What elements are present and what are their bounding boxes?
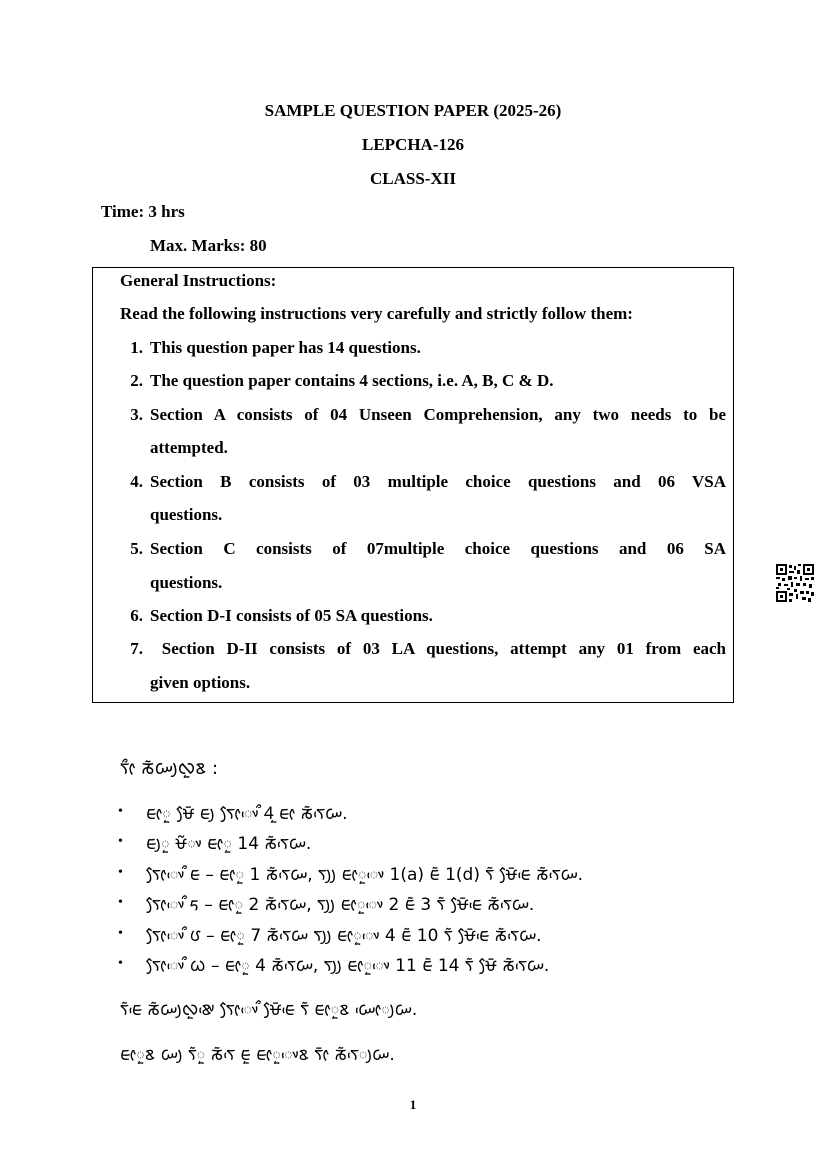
bullet-icon: • <box>118 926 123 941</box>
bullet-icon: • <box>118 865 123 880</box>
page-number: 1 <box>409 1097 417 1112</box>
bullet-icon: • <box>118 834 123 849</box>
instruction-number: 6. <box>130 606 143 625</box>
instruction-text: Section D-II consists of 03 LA questions, attempt any 01 from each <box>150 639 726 658</box>
instruction-text-continued: questions. <box>150 573 223 592</box>
instruction-number: 4. <box>130 472 143 491</box>
lepcha-instruction-item: ᰛᰧᰦᰤᰵᰰ ᰁ – ᰀᰦᰬ 2 ᰕᰶᰛᰵᰠ, ᰛᰪᰪ ᰀᰦᰬᰤᰵ 2 ᰀᰶ 3 ᰛᰶ ᰝᰧᰳᰀᰵ ᰕᰶᰛᰵᰠ. <box>146 895 535 915</box>
general-instructions-box <box>92 267 734 703</box>
lepcha-instruction-item: ᰛᰧᰦᰤᰵᰰ ᰃ – ᰀᰦᰬ 4 ᰕᰶᰛᰵᰠ, ᰛᰪᰪ ᰀᰦᰬᰤᰵ 11 ᰀᰶ 14 ᰛᰶ ᰝᰧᰳ ᰕᰶᰛᰵᰠ. <box>146 956 550 976</box>
bullet-icon: • <box>118 956 123 971</box>
lepcha-instruction-item: ᰛᰧᰦᰤᰵᰰ ᰂ – ᰀᰦᰬ 7 ᰕᰶᰛᰵᰠ ᰛᰪᰪ ᰀᰦᰬᰤᰵ 4 ᰀᰶ 10 ᰛᰶ ᰝᰧᰳᰀᰵ ᰕᰶᰛᰵᰠ. <box>146 926 542 946</box>
instruction-text: This question paper has 14 questions. <box>150 338 421 357</box>
instruction-text: Section C consists of 07multiple choice questions and 06 SA <box>150 539 726 558</box>
max-marks-label: Max. Marks: 80 <box>150 236 267 255</box>
instruction-text-continued: attempted. <box>150 438 228 457</box>
lepcha-instruction-item: ᰀᰪᰬ ᰝᰲᰤ ᰀᰦᰬ 14 ᰕᰶᰛᰵᰠ. <box>146 834 312 854</box>
bullet-icon: • <box>118 895 123 910</box>
class-label: CLASS-XII <box>370 169 456 188</box>
instruction-text: The question paper contains 4 sections, i.e. A, B, C & D. <box>150 371 554 390</box>
instruction-number: 7. <box>130 639 143 658</box>
lepcha-paragraph: ᰀᰦᰬᰣ ᰠᰪ ᰛᰶᰬ ᰕᰶᰛᰵ ᰀᰬ ᰀᰦᰬᰤᰵᰣ ᰛᰦᰳ ᰕᰶᰛᰵᰪᰠ. <box>120 1045 395 1065</box>
instructions-subheading: Read the following instructions very carefully and strictly follow them: <box>120 304 633 323</box>
instruction-text: Section B consists of 03 multiple choice questions and 06 VSA <box>150 472 726 491</box>
lepcha-instruction-item: ᰛᰧᰦᰤᰵᰰ ᰀ – ᰀᰦᰬ 1 ᰕᰶᰛᰵᰠ, ᰛᰪᰪ ᰀᰦᰬᰤᰵ 1(a) ᰀᰶ 1(d) ᰛᰶ ᰝᰧᰳᰀᰵ ᰕᰶᰛᰵᰠ. <box>146 865 584 885</box>
qr-code <box>776 564 814 602</box>
subject-code: LEPCHA-126 <box>362 135 464 154</box>
lepcha-paragraph: ᰛᰶᰀᰵ ᰕᰶᰠᰪᰜᰬᰣᰤᰵ ᰛᰧᰦᰤᰵᰰ ᰝᰧᰳᰀᰵ ᰛᰶ ᰀᰦᰬᰣ ᰠᰦᰵᰪᰠ. <box>120 1000 418 1020</box>
instruction-text-continued: given options. <box>150 673 251 692</box>
instruction-number: 1. <box>130 338 143 357</box>
instruction-text-continued: questions. <box>150 505 223 524</box>
instruction-text: Section D-I consists of 05 SA questions. <box>150 606 433 625</box>
instruction-text: Section A consists of 04 Unseen Comprehension, any two needs to be <box>150 405 726 424</box>
instruction-number: 2. <box>130 371 143 390</box>
lepcha-instruction-item: ᰀᰦᰬ ᰝᰧᰳ ᰀᰪ ᰛᰧᰦᰤᰵᰰ 4ᰬ ᰀᰦ ᰕᰶᰛᰵᰠ. <box>146 804 348 824</box>
paper-title: SAMPLE QUESTION PAPER (2025-26) <box>264 101 562 120</box>
instruction-number: 3. <box>130 405 143 424</box>
lepcha-instructions-heading: ᰛᰦᰰ ᰕᰶᰠᰪᰜᰬᰣ : <box>120 758 219 779</box>
instruction-number: 5. <box>130 539 143 558</box>
bullet-icon: • <box>118 804 123 819</box>
instructions-heading: General Instructions: <box>120 271 277 290</box>
time-label: Time: 3 hrs <box>101 202 185 221</box>
